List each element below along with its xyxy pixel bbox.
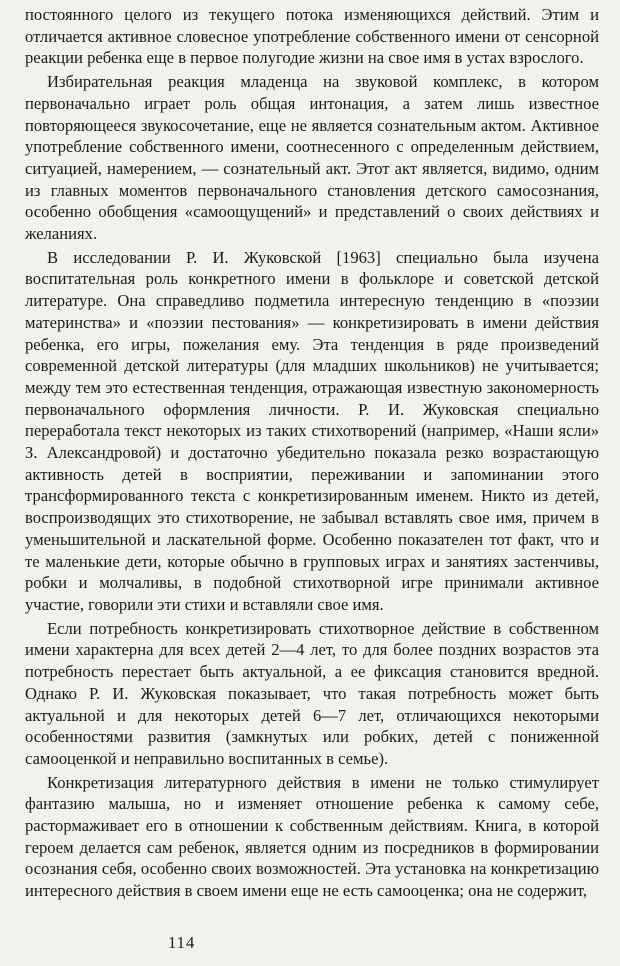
- paragraph-concretization: Конкретизация литературного действия в имени не только стимулирует фантазию малыша, но и изменяет отношение ребенка к самому себе, растормаживает его в отношении к собственным действиям. Книга, в которой героем делается сам ребенок, является одним из посредников в формировании осознания себя, особенно своих возможностей. Эта установка на конкретизацию интересного действия в своем имени еще не есть самооценка; она не содержит,: [25, 772, 599, 901]
- page-number: 114: [168, 933, 196, 952]
- body-text: [25, 4, 599, 902]
- paragraph-continuation: постоянного целого из текущего потока изменяющихся действий. Этим и отличается активное словесное употребление собственного имени от сенсорной реакции ребенка еще в первое полугодие жизни на свое имя в устах взрослого.: [25, 5, 599, 68]
- paragraph-age-need: Если потребность конкретизировать стихотворное действие в собственном имени характерна для всех детей 2—4 лет, то для более поздних возрастов эта потребность перестает быть актуальной, а ее фиксация становится вредной. Однако Р. И. Жуковская показывает, что такая потребность может быть актуальной и для некоторых детей 6—7 лет, отличающихся некоторыми особенностями развития (замкнутых или робких, детей с пониженной самооценкой и неправильно воспитанных в семье).: [25, 618, 599, 768]
- paragraph-selective-reaction: Избирательная реакция младенца на звуковой комплекс, в котором первоначально играет роль общая интонация, а затем лишь известное повторяющееся звукосочетание, еще не является сознательным актом. Активное употребление собственного имени, соотнесенного с определенным действием, ситуацией, намерением, — сознательный акт. Этот акт является, видимо, одним из главных моментов первоначального становления детского самосознания, особенно обобщения «самоощущений» и представлений о своих действиях и желаниях.: [25, 72, 599, 244]
- paragraph-zhukovskaya-study: В исследовании Р. И. Жуковской [1963] специально была изучена воспитательная роль конкретного имени в фольклоре и советской детской литературе. Она справедливо подметила интересную тенденцию в «поэзии материнства» и «поэзии пестования» — конкретизировать в имени действия ребенка, его игры, пожелания ему. Эта тенденция в ряде произведений современной детской литературы (для младших школьников) не учитывается; между тем это естественная тенденция, отражающая известную закономерность первоначального оформления личности. Р. И. Жуковская специально переработала текст некоторых из таких стихотворений (например, «Наши ясли» З. Александровой) и достаточно убедительно показала резко возрастающую активность детей в восприятии, переживании и запоминании этого трансформированного текста с конкретизированным именем. Никто из детей, воспроизводящих это стихотворение, не забывал вставлять свое имя, причем в уменьшительной и ласкательной форме. Особенно показателен тот факт, что и те маленькие дети, которые обычно в групповых играх и занятиях застенчивы, робки и молчаливы, в подобной стихотворной игре принимали активное участие, говорили эти стихи и вставляли свое имя.: [25, 247, 599, 614]
